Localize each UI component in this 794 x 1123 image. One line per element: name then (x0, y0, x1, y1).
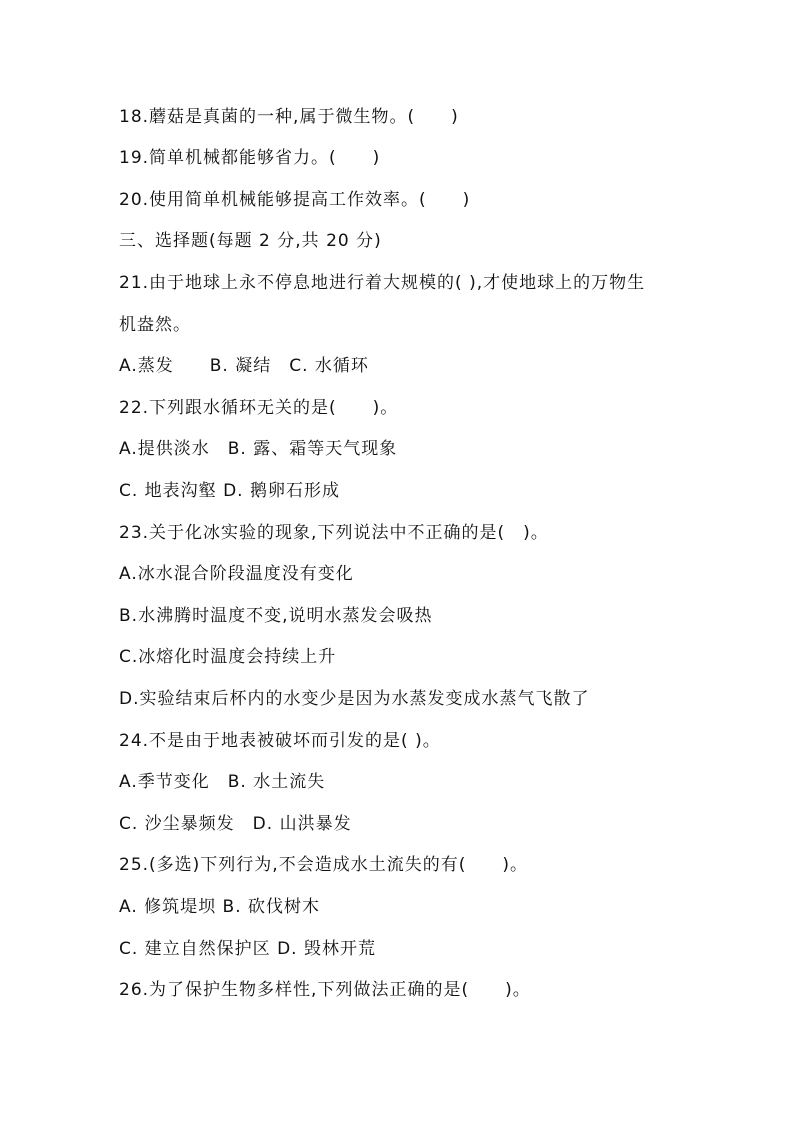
question-25: 25.(多选)下列行为,不会造成水土流失的有( )。 (119, 855, 528, 875)
question-24-options-cd: C. 沙尘暴频发 D. 山洪暴发 (119, 814, 352, 834)
question-18: 18.蘑菇是真菌的一种,属于微生物。( ) (119, 107, 459, 127)
question-25-options-ab: A. 修筑堤坝 B. 砍伐树木 (119, 897, 321, 917)
question-22-options-ab: A.提供淡水 B. 露、霜等天气现象 (119, 439, 398, 459)
question-23-option-c: C.冰熔化时温度会持续上升 (119, 647, 337, 667)
question-23-option-d: D.实验结束后杯内的水变少是因为水蒸发变成水蒸气飞散了 (119, 689, 590, 709)
question-25-options-cd: C. 建立自然保护区 D. 毁林开荒 (119, 939, 376, 959)
question-26: 26.为了保护生物多样性,下列做法正确的是( )。 (119, 980, 531, 1000)
question-21: 21.由于地球上永不停息地进行着大规模的( ),才使地球上的万物生 (119, 273, 646, 293)
question-22: 22.下列跟水循环无关的是( )。 (119, 398, 399, 418)
question-20: 20.使用简单机械能够提高工作效率。( ) (119, 190, 471, 210)
question-24: 24.不是由于地表被破坏而引发的是( )。 (119, 731, 441, 751)
section-heading-multiple-choice: 三、选择题(每题 2 分,共 20 分) (119, 231, 382, 251)
question-23-option-a: A.冰水混合阶段温度没有变化 (119, 564, 354, 584)
question-23-option-b: B.水沸腾时温度不变,说明水蒸发会吸热 (119, 606, 433, 626)
question-24-options-ab: A.季节变化 B. 水土流失 (119, 772, 326, 792)
question-23: 23.关于化冰实验的现象,下列说法中不正确的是( )。 (119, 523, 549, 543)
question-19: 19.简单机械都能够省力。( ) (119, 148, 381, 168)
question-21-continued: 机盎然。 (119, 315, 191, 335)
question-22-options-cd: C. 地表沟壑 D. 鹅卵石形成 (119, 481, 340, 501)
question-21-options: A.蒸发 B. 凝结 C. 水循环 (119, 356, 369, 376)
